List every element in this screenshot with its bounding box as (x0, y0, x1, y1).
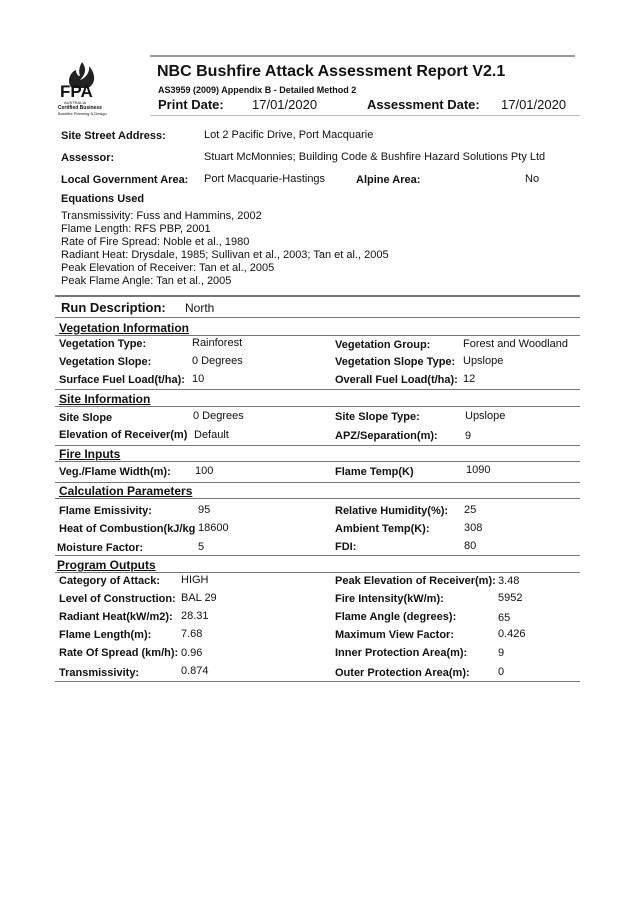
flame-width-value: 100 (195, 465, 214, 477)
equations-rule (55, 295, 580, 297)
view-factor-label: Maximum View Factor: (335, 629, 454, 641)
combustion-label: Heat of Combustion(kJ/kg (59, 523, 196, 535)
calc-rule (55, 498, 580, 499)
veg-group-label: Vegetation Group: (335, 339, 431, 351)
overall-fuel-value: 12 (463, 373, 476, 385)
assessment-date: 17/01/2020 (501, 97, 567, 112)
print-date-label: Print Date: (158, 97, 224, 112)
veg-slope-type-value: Upslope (463, 355, 504, 367)
outputs-heading: Program Outputs (57, 558, 156, 572)
vegetation-end-rule (55, 389, 580, 390)
veg-group-value: Forest and Woodland (463, 338, 568, 350)
calc-heading: Calculation Parameters (59, 484, 193, 498)
emissivity-value: 95 (198, 504, 211, 516)
construction-label: Level of Construction: (59, 593, 176, 605)
transmissivity-value: 0.874 (181, 665, 209, 677)
veg-slope-value: 0 Degrees (192, 355, 243, 367)
site-slope-value: 0 Degrees (193, 410, 244, 422)
site-info-end-rule (55, 445, 580, 446)
inner-protection-value: 9 (498, 647, 505, 659)
outputs-end-rule (55, 681, 580, 682)
equation-line: Peak Flame Angle: Tan et al., 2005 (61, 275, 232, 287)
header-rule (150, 115, 580, 116)
surface-fuel-label: Surface Fuel Load(t/ha): (59, 374, 185, 386)
fdi-value: 80 (464, 540, 477, 552)
radiant-value: 28.31 (181, 610, 209, 622)
logo-line3: Bushfire Planning & Design (58, 111, 107, 116)
lga-label: Local Government Area: (61, 174, 189, 186)
report-subtitle: AS3959 (2009) Appendix B - Detailed Method 2 (158, 85, 357, 95)
spread-label: Rate Of Spread (km/h): (59, 647, 179, 659)
vegetation-heading: Vegetation Information (59, 321, 190, 335)
equation-line: Flame Length: RFS PBP, 2001 (61, 223, 211, 235)
ambient-label: Ambient Temp(K): (335, 523, 430, 535)
vegetation-rule (55, 335, 580, 336)
apz-label: APZ/Separation(m): (335, 430, 438, 442)
attack-label: Category of Attack: (59, 575, 161, 587)
outer-protection-label: Outer Protection Area(m): (335, 667, 470, 679)
address-label: Site Street Address: (61, 130, 166, 142)
site-slope-type-value: Upslope (465, 410, 506, 422)
logo-line1: AUSTRALIA (64, 100, 87, 105)
report-title: NBC Bushfire Attack Assessment Report V2.1 (157, 63, 506, 80)
construction-value: BAL 29 (181, 592, 217, 604)
assessment-date-label: Assessment Date: (367, 97, 480, 112)
flame-angle-label: Flame Angle (degrees): (335, 611, 457, 623)
transmissivity-label: Transmissivity: (59, 667, 140, 679)
fdi-label: FDI: (335, 541, 357, 553)
assessor-label: Assessor: (61, 152, 115, 164)
surface-fuel-value: 10 (192, 373, 205, 385)
moisture-value: 5 (198, 541, 205, 553)
fire-inputs-rule (55, 461, 580, 462)
equation-line: Transmissivity: Fuss and Hammins, 2002 (61, 210, 262, 222)
lga-value: Port Macquarie-Hastings (204, 173, 326, 185)
elevation-label: Elevation of Receiver(m) (59, 429, 188, 441)
flame-length-label: Flame Length(m): (59, 629, 152, 641)
equation-line: Peak Elevation of Receiver: Tan et al., 2005 (61, 262, 275, 274)
run-value: North (185, 301, 215, 315)
fpa-logo (58, 58, 118, 118)
attack-value: HIGH (181, 574, 209, 586)
intensity-value: 5952 (498, 592, 523, 604)
moisture-label: Moisture Factor: (57, 542, 144, 554)
elevation-value: Default (194, 429, 229, 441)
alpine-label: Alpine Area: (356, 174, 421, 186)
equations-heading: Equations Used (61, 193, 145, 205)
combustion-value: 18600 (198, 522, 229, 534)
peak-elev-label: Peak Elevation of Receiver(m): (335, 575, 496, 587)
equation-line: Radiant Heat: Drysdale, 1985; Sullivan et al., 2003; Tan et al., 2005 (61, 249, 389, 261)
assessor-value: Stuart McMonnies; Building Code & Bushfire Hazard Solutions Pty Ltd (204, 151, 546, 163)
flame-temp-value: 1090 (466, 464, 491, 476)
overall-fuel-label: Overall Fuel Load(t/ha): (335, 374, 458, 386)
top-rule (150, 55, 575, 57)
veg-slope-type-label: Vegetation Slope Type: (335, 356, 456, 368)
view-factor-value: 0.426 (498, 628, 526, 640)
site-info-heading: Site Information (59, 392, 151, 406)
outputs-rule (55, 572, 580, 573)
intensity-label: Fire Intensity(kW/m): (335, 593, 444, 605)
flame-width-label: Veg./Flame Width(m): (59, 466, 171, 478)
logo-line2: Certified Business (58, 105, 102, 111)
humidity-label: Relative Humidity(%): (335, 505, 449, 517)
run-rule (55, 317, 580, 318)
inner-protection-label: Inner Protection Area(m): (335, 647, 468, 659)
logo-text: FPA (60, 82, 93, 101)
apz-value: 9 (465, 430, 472, 442)
flame-angle-value: 65 (498, 612, 511, 624)
site-info-rule (55, 406, 580, 407)
fire-inputs-heading: Fire Inputs (59, 447, 121, 461)
calc-end-rule (55, 555, 580, 556)
site-slope-label: Site Slope (59, 412, 113, 424)
print-date: 17/01/2020 (252, 97, 318, 112)
flame-length-value: 7.68 (181, 628, 203, 640)
flame-temp-label: Flame Temp(K) (335, 466, 414, 478)
veg-type-label: Vegetation Type: (59, 338, 147, 350)
spread-value: 0.96 (181, 647, 203, 659)
radiant-label: Radiant Heat(kW/m2): (59, 611, 173, 623)
humidity-value: 25 (464, 504, 477, 516)
veg-type-value: Rainforest (192, 337, 243, 349)
site-slope-type-label: Site Slope Type: (335, 411, 420, 423)
emissivity-label: Flame Emissivity: (59, 505, 152, 517)
alpine-value: No (525, 173, 540, 185)
fire-inputs-end-rule (55, 482, 580, 483)
equation-line: Rate of Fire Spread: Noble et al., 1980 (61, 236, 250, 248)
run-label: Run Description: (61, 300, 166, 315)
ambient-value: 308 (464, 522, 483, 534)
veg-slope-label: Vegetation Slope: (59, 356, 152, 368)
outer-protection-value: 0 (498, 666, 505, 678)
address-value: Lot 2 Pacific Drive, Port Macquarie (204, 129, 374, 141)
peak-elev-value: 3.48 (498, 575, 520, 587)
